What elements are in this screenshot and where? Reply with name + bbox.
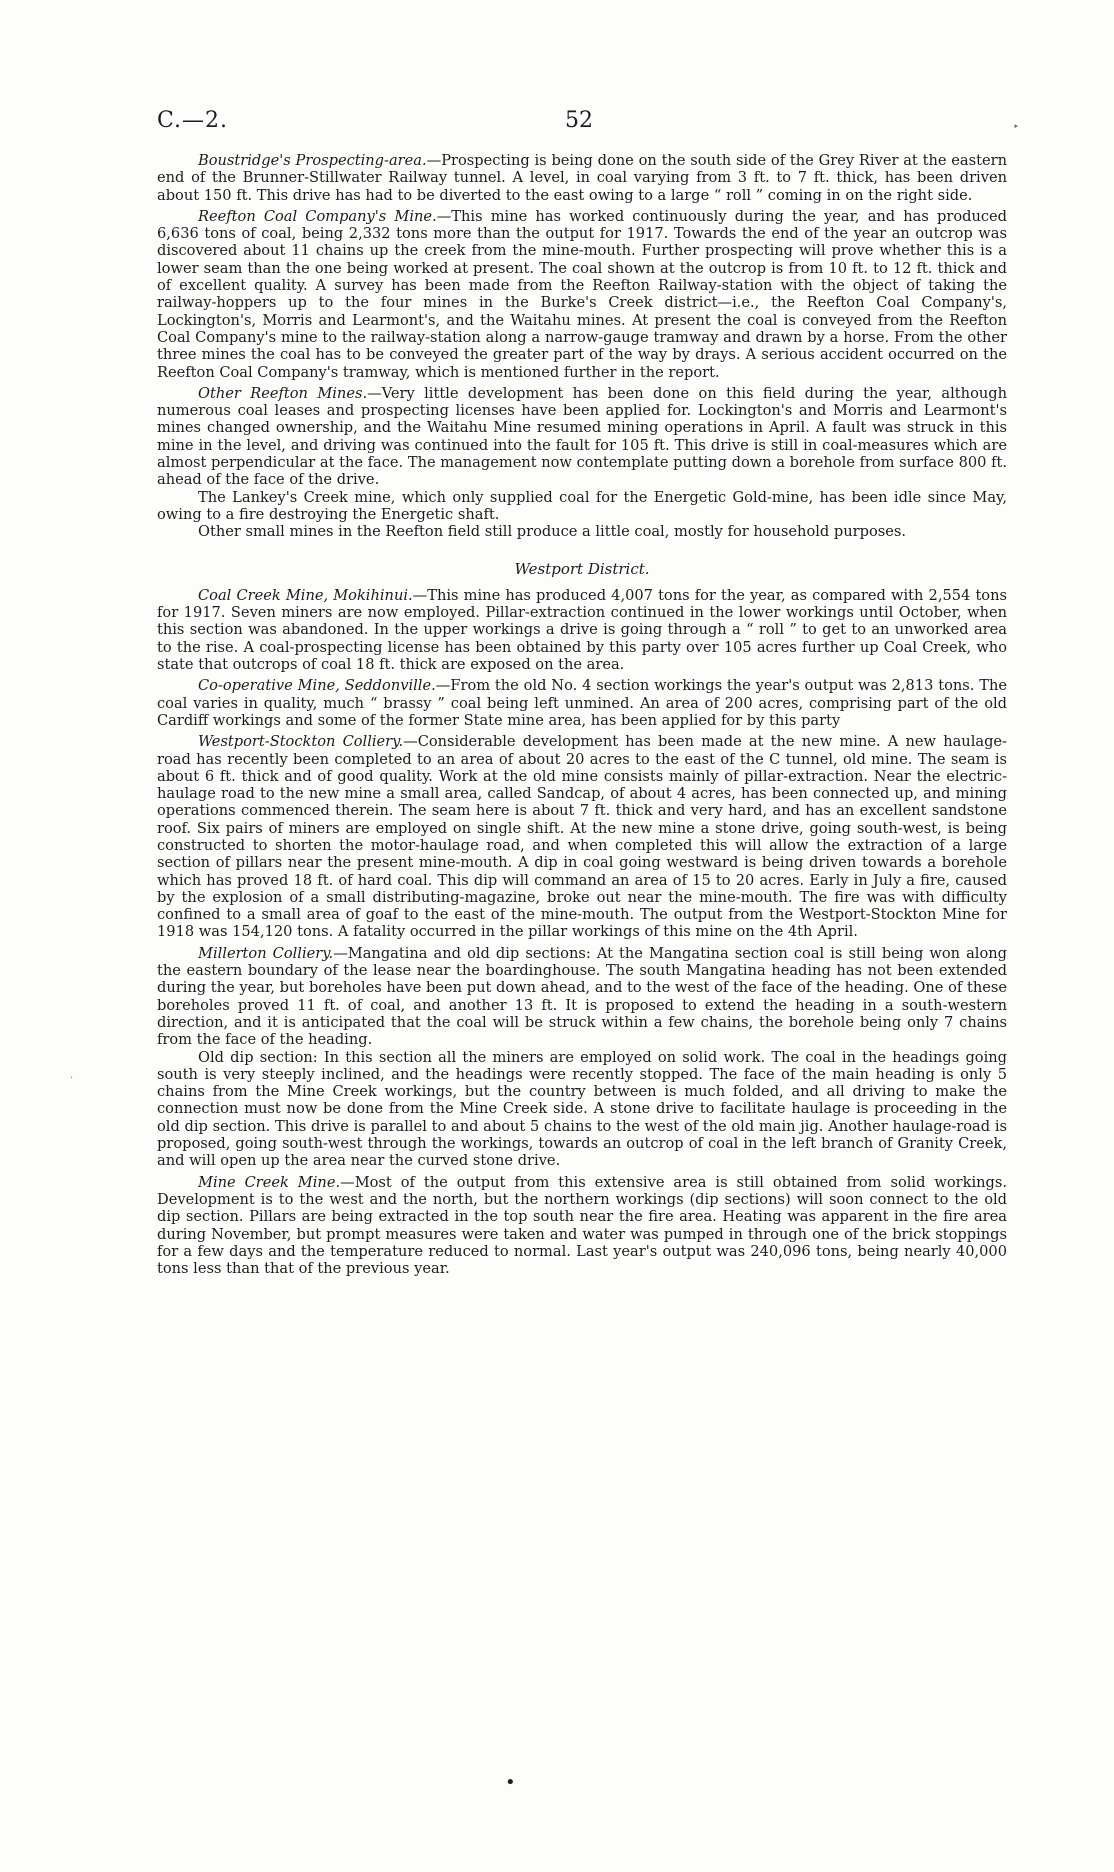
paragraph-lead-title: Reefton Coal Company's Mine. [198, 207, 437, 225]
paragraph-lead-title: Mine Creek Mine. [198, 1173, 341, 1191]
paragraph [157, 523, 1007, 540]
margin-mark: ‣ [1013, 122, 1019, 133]
paragraph-lead-title: Coal Creek Mine, Mokihinui. [198, 586, 413, 604]
district-heading: Westport District. [514, 559, 650, 578]
paragraph [157, 1049, 1007, 1170]
page-header [157, 108, 1019, 138]
paragraph [157, 945, 1007, 1049]
paragraph-text: —Prospecting is being done on the south side of the Grey River at the eastern end of the Brunner-Stillwater Railway tunnel. A level, in coal varying from 3 ft. to 7 ft. thick, has been driven about 150 ft. This drive has had to be diverted to the east owing to a large “ roll ” coming in on the right side. [157, 152, 1007, 204]
paragraph-text: —Very little development has been done on this field during the year, although numerous coal leases and prospecting licenses have been applied for. Lockington's and Morris and Learmont's mines changed ownership, and the Waitahu Mine resumed mining operations in April. A fault was struck in this mine in the level, and driving was continued into the fault for 105 ft. This drive is still in coal-measures which are almost perpendicular at the face. The management now contemplate putting down a borehole from surface 800 ft. ahead of the face of the drive. [157, 384, 1007, 489]
paragraph-lead-title: Westport-Stockton Colliery. [198, 733, 404, 751]
paragraph-lead-title: Boustridge's Prospecting-area. [198, 152, 427, 169]
paragraph-text: —Mangatina and old dip sections: At the Mangatina section coal is still being won along the eastern boundary of the lease near the boardinghouse. The south Mangatina heading has not been extended during the year, but boreholes have been put down ahead, and to the west of the face of the heading. One of these boreholes proved 11 ft. of coal, and another 13 ft. It is proposed to extend the heading in a south-western direction, and it is anticipated that the coal will be struck within a few chains, the borehole being only 7 chains from the face of the heading. [157, 944, 1007, 1049]
paragraph [157, 677, 1007, 729]
paragraph-text: —Most of the output from this extensive area is still obtained from solid workings. Development is to the west and the north, but the northern workings (dip sections) will soon connect to the old dip section. Pillars are being extracted in the top south near the fire area. Heating was apparent in the fire area during November, but prompt measures were taken and water was pumped in through one of the brick stoppings for a few days and the temperature reduced to normal. Last year's output was 240,096 tons, being nearly 40,000 tons less than that of the previous year. [157, 1173, 1008, 1278]
paragraph [157, 1174, 1007, 1278]
page-footer-mark: • [505, 1772, 516, 1793]
paragraph-text: —Considerable development has been made at the new mine. A new haulage-road has recently been completed to an area of about 20 acres to the east of the C tunnel, old mine. The seam is about 6 ft. thick and of good quality. Work at the old mine consists mainly of pillar-extraction. Near the electric-haulage road to the new mine a small area, called Sandcap, of about 4 acres, has been connected up, and mining operations commenced therein. The seam here is about 7 ft. thick and very hard, and has an excellent sandstone roof. Six pairs of miners are employed on single shift. At the new mine a stone drive, going south-west, is being constructed to shorten the motor-haulage road, and when completed this will allow the extraction of a large section of pillars near the present mine-mouth. A dip in coal going westward is being driven towards a borehole which has proved 18 ft. of hard coal. This dip will command an area of 15 to 20 acres. Early in July a fire, caused by the explosion of a small distributing-magazine, broke out near the mine-mouth. The fire was with difficulty confined to a small area of goaf to the east of the mine-mouth. The output from the Westport-Stockton Mine for 1918 was 154,120 tons. A fatality occurred in the pillar workings of this mine on the 4th April. [157, 733, 1007, 941]
paragraph-text: —This mine has worked continuously during the year, and has produced 6,636 tons of coal, being 2,332 tons more than the output for 1917. Towards the end of the year an outcrop was discovered about 11 chains up the creek from the mine-mouth. Further prospecting will prove whether this is a lower seam than the one being worked at present. The coal shown at the outcrop is from 10 ft. to 12 ft. thick and of excellent quality. A survey has been made from the Reefton Railway-station with the object of taking the railway-hoppers up to the four mines in the Burke's Creek district—i.e., the Reefton Coal Company's, Lockington's, Morris and Learmont's, and the Waitahu mines. At present the coal is conveyed from the Reefton Coal Company's mine to the railway-station along a narrow-gauge tramway and drawn by a horse. From the other three mines the coal has to be conveyed the greater part of the way by drays. A serious accident occurred on the Reefton Coal Company's tramway, which is mentioned further in the report. [157, 207, 1007, 381]
margin-mark: · [70, 1073, 74, 1084]
paragraph [157, 587, 1007, 673]
paragraph [157, 208, 1007, 381]
document-body [157, 152, 1007, 1281]
paragraph [157, 385, 1007, 489]
paragraph [157, 489, 1007, 524]
paragraph [157, 152, 1007, 204]
document-reference: C.—2. [157, 108, 229, 133]
paragraph-lead-title: Millerton Colliery. [198, 944, 334, 962]
paragraph-text: Old dip section: In this section all the miners are employed on solid work. The coal in the headings going south is very steeply inclined, and the headings were recently stopped. The face of the main heading is only 5 chains from the Mine Creek workings, but the country between is much folded, and all driving to make the connection must now be done from the Mine Creek side. A stone drive to facilitate haulage is proceeding in the old dip section. This drive is parallel to and about 5 chains to the west of the old main jig. Another haulage-road is proposed, going south-west through the workings, towards an outcrop of coal in the left branch of Granity Creek, and will open up the area near the curved stone drive. [157, 1048, 1007, 1170]
paragraph-lead-title: Other Reefton Mines. [198, 384, 368, 402]
paragraph-lead-title: Co-operative Mine, Seddonville. [198, 677, 436, 695]
paragraph [157, 733, 1007, 941]
paragraph-text: Other small mines in the Reefton field still produce a little coal, mostly for household purposes. [198, 523, 906, 541]
paragraph-text: The Lankey's Creek mine, which only supplied coal for the Energetic Gold-mine, has been idle since May, owing to a fire destroying the Energetic shaft. [157, 488, 1007, 523]
paragraph-text: —This mine has produced 4,007 tons for the year, as compared with 2,554 tons for 1917. Seven miners are now employed. Pillar-extraction continued in the lower workings until October, when this section was abandoned. In the upper workings a drive is going through a “ roll ” to get to an unworked area to the rise. A coal-prospecting license has been obtained by this party over 105 acres further up Coal Creek, who state that outcrops of coal 18 ft. thick are exposed on the area. [157, 586, 1007, 674]
paragraph-text: —From the old No. 4 section workings the year's output was 2,813 tons. The coal varies in quality, much “ brassy ” coal being left unmined. An area of 200 acres, comprising part of the old Cardiff workings and some of the former State mine area, has been applied for by this party [157, 677, 1007, 729]
page-number: 52 [565, 108, 593, 133]
